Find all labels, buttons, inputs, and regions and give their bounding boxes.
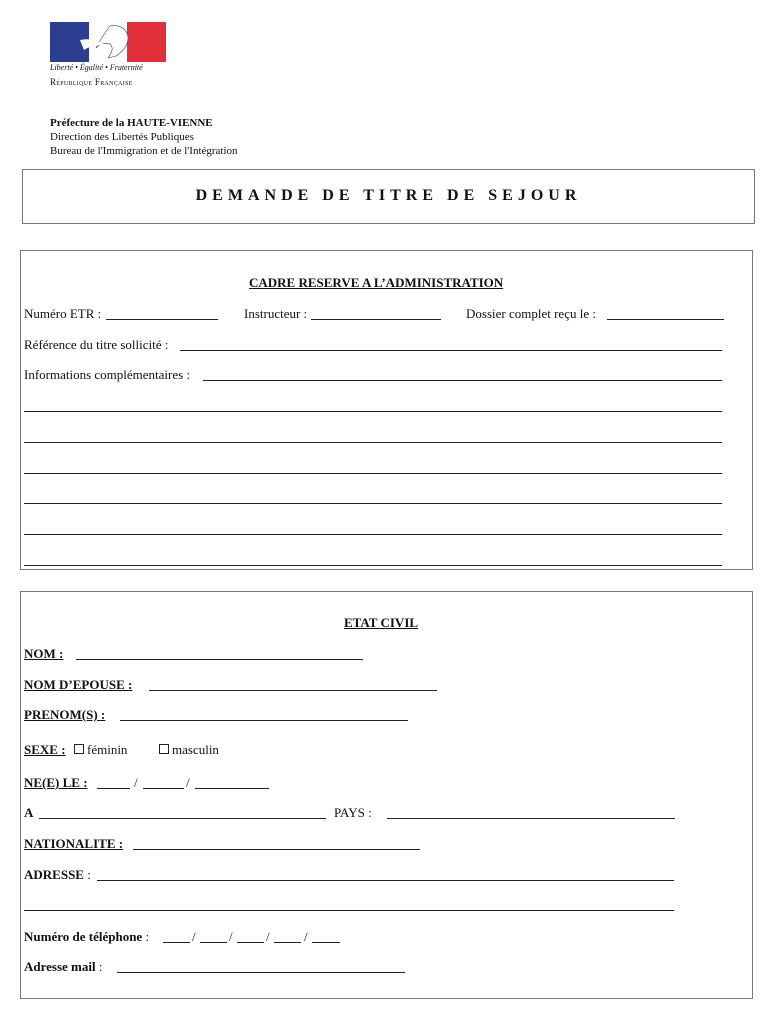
phone-part-2[interactable]	[200, 942, 227, 943]
motto: Liberté • Égalité • Fraternité	[50, 63, 143, 72]
phone-part-3[interactable]	[237, 942, 264, 943]
birth-month-field[interactable]	[143, 788, 184, 789]
reference-field[interactable]	[180, 350, 722, 351]
prenoms-field[interactable]	[120, 720, 408, 721]
numero-etr-field[interactable]	[106, 319, 218, 320]
feminin-label: féminin	[87, 742, 128, 757]
republic-name: République Française	[50, 77, 133, 87]
page-title: DEMANDE DE TITRE DE SEJOUR	[195, 187, 582, 204]
instructeur-field[interactable]	[311, 319, 441, 320]
informations-line-6[interactable]	[24, 565, 722, 566]
informations-field[interactable]	[203, 380, 722, 381]
informations-line-3[interactable]	[24, 473, 722, 474]
ne-le-label: NE(E) LE :	[24, 775, 88, 790]
admin-section	[20, 250, 753, 570]
direction-line: Direction des Libertés Publiques	[50, 131, 194, 143]
dossier-field[interactable]	[607, 319, 724, 320]
adresse-label-text: ADRESSE	[24, 867, 84, 882]
adresse-field-line-2[interactable]	[24, 910, 674, 911]
date-separator: /	[186, 775, 190, 790]
date-separator: /	[134, 775, 138, 790]
masculin-option[interactable]	[159, 742, 219, 758]
sexe-label: SEXE :	[24, 742, 66, 757]
telephone-label-text: Numéro de téléphone	[24, 929, 143, 944]
nationalite-field[interactable]	[133, 849, 420, 850]
phone-separator: /	[229, 929, 233, 944]
birth-year-field[interactable]	[195, 788, 269, 789]
informations-line-5[interactable]	[24, 534, 722, 535]
informations-label: Informations complémentaires :	[24, 367, 191, 382]
pays-field[interactable]	[387, 818, 675, 819]
feminin-option[interactable]	[74, 742, 127, 758]
phone-separator: /	[266, 929, 270, 944]
reference-label: Référence du titre sollicité :	[24, 337, 169, 352]
telephone-colon: :	[145, 929, 150, 944]
email-label	[24, 959, 103, 975]
telephone-label	[24, 929, 149, 945]
admin-heading: CADRE RESERVE A L’ADMINISTRATION	[249, 275, 504, 290]
phone-separator: /	[192, 929, 196, 944]
email-field[interactable]	[117, 972, 405, 973]
phone-part-4[interactable]	[274, 942, 301, 943]
phone-part-1[interactable]	[163, 942, 190, 943]
nom-epouse-field[interactable]	[149, 690, 437, 691]
numero-etr-label: Numéro ETR :	[24, 306, 102, 321]
birth-day-field[interactable]	[97, 788, 130, 789]
nom-label: NOM :	[24, 646, 64, 661]
masculin-label: masculin	[172, 742, 219, 757]
adresse-label	[24, 867, 91, 883]
phone-part-5[interactable]	[312, 942, 340, 943]
email-colon: :	[98, 959, 103, 974]
prefecture-title: Préfecture de la HAUTE-VIENNE	[50, 117, 213, 129]
a-label: A	[24, 805, 34, 820]
instructeur-label: Instructeur :	[244, 306, 308, 321]
etat-civil-heading: ETAT CIVIL	[344, 615, 419, 630]
marianne-logo-icon	[50, 22, 166, 62]
nationalite-label: NATIONALITE :	[24, 836, 124, 851]
title-box	[22, 169, 755, 224]
phone-separator: /	[304, 929, 308, 944]
checkbox-icon[interactable]	[159, 744, 169, 754]
informations-line-2[interactable]	[24, 442, 722, 443]
prenoms-label: PRENOM(S) :	[24, 707, 106, 722]
birth-place-field[interactable]	[39, 818, 326, 819]
email-label-text: Adresse mail	[24, 959, 96, 974]
bureau-line: Bureau de l'Immigration et de l'Intégration	[50, 145, 238, 157]
adresse-colon: :	[87, 867, 91, 882]
informations-line-4[interactable]	[24, 503, 722, 504]
dossier-label: Dossier complet reçu le :	[466, 306, 596, 321]
adresse-field[interactable]	[97, 880, 674, 881]
pays-label: PAYS :	[334, 805, 372, 820]
nom-field[interactable]	[76, 659, 363, 660]
checkbox-icon[interactable]	[74, 744, 84, 754]
informations-line-1[interactable]	[24, 411, 722, 412]
nom-epouse-label: NOM D’EPOUSE :	[24, 677, 133, 692]
